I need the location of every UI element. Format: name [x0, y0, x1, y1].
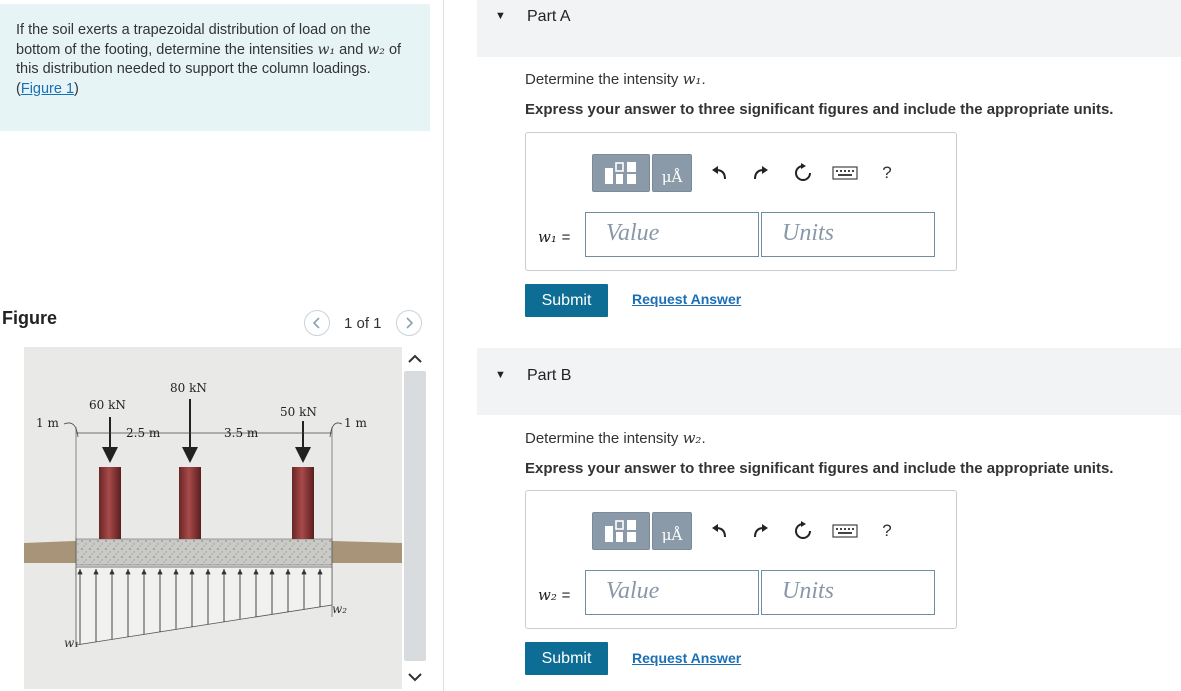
load-label-2: 80 kN [170, 381, 207, 395]
equals-sign: = [561, 587, 571, 604]
redo-button[interactable] [746, 154, 776, 192]
chevron-left-icon [312, 317, 322, 329]
part-b-var-label [538, 586, 570, 604]
keyboard-icon [832, 524, 858, 538]
part-a-title: Part A [527, 8, 571, 25]
column-1 [99, 467, 121, 539]
figure-link-close: ) [74, 80, 79, 97]
part-b-submit-button[interactable]: Submit [525, 642, 608, 675]
load-label-1: 60 kN [89, 398, 126, 412]
templates-icon [601, 160, 641, 186]
dim-label-2: 2.5 m [126, 426, 161, 440]
problem-text-end: of this distribution needed to support the column loadings. [16, 41, 402, 77]
part-a-prompt [525, 70, 706, 88]
part-a-var-label [538, 228, 570, 246]
dim-label-3: 3.5 m [224, 426, 259, 440]
part-b-prompt [525, 429, 706, 447]
scroll-thumb[interactable] [404, 371, 426, 661]
column-divider [443, 0, 444, 691]
part-a-request-answer-link[interactable]: Request Answer [632, 291, 742, 307]
units-button[interactable] [652, 512, 692, 550]
figure-link[interactable]: Figure 1 [20, 80, 75, 97]
templates-button[interactable] [592, 154, 650, 192]
redo-button[interactable] [746, 512, 776, 550]
footing-diagram [24, 347, 402, 689]
part-b-request-answer-link[interactable]: Request Answer [632, 650, 742, 666]
equals-sign: = [561, 229, 571, 246]
part-b-prompt-text: Determine the intensity [525, 430, 683, 447]
part-b-header[interactable] [477, 348, 1181, 415]
scroll-up-button[interactable] [402, 349, 428, 369]
keyboard-icon [832, 166, 858, 180]
prev-figure-button[interactable] [304, 310, 330, 336]
collapse-triangle-icon[interactable]: ▼ [495, 369, 506, 381]
part-a-instruction: Express your answer to three significant figures and include the appropriate units. [525, 101, 1114, 118]
part-a-toolbar [592, 153, 902, 193]
help-icon: ? [882, 521, 892, 540]
next-figure-button[interactable] [396, 310, 422, 336]
keyboard-button[interactable] [830, 154, 860, 192]
problem-var-w2: w₂ [367, 41, 385, 58]
part-b-prompt-end: . [701, 430, 706, 447]
keyboard-button[interactable] [830, 512, 860, 550]
pager-count: 1 of 1 [344, 314, 382, 332]
part-b-answer-box [525, 490, 957, 629]
figure-image [24, 347, 402, 689]
part-b-toolbar [592, 511, 902, 551]
reset-icon [793, 163, 813, 183]
part-a-submit-button[interactable]: Submit [525, 284, 608, 317]
figure-scrollbar[interactable] [402, 347, 428, 689]
help-button[interactable] [872, 154, 902, 192]
part-a-prompt-end: . [701, 71, 706, 88]
chevron-right-icon [404, 317, 414, 329]
reset-icon [793, 521, 813, 541]
column-2 [179, 467, 201, 539]
help-button[interactable] [872, 512, 902, 550]
dim-label-4: 1 m [344, 416, 367, 430]
part-b-instruction: Express your answer to three significant figures and include the appropriate units. [525, 460, 1114, 477]
part-a-value-input[interactable]: Value [585, 212, 759, 257]
part-b-var: w₂ [538, 586, 557, 604]
dim-label-1: 1 m [36, 416, 59, 430]
figure-pager [304, 309, 422, 337]
part-a-prompt-text: Determine the intensity [525, 71, 683, 88]
help-icon: ? [882, 163, 892, 182]
units-icon: μÅ [661, 526, 683, 544]
part-a-answer-box [525, 132, 957, 271]
load-label-3: 50 kN [280, 405, 317, 419]
redo-icon [752, 164, 770, 182]
undo-button[interactable] [704, 512, 734, 550]
scroll-down-button[interactable] [402, 667, 428, 687]
reset-button[interactable] [788, 512, 818, 550]
problem-text-and: and [335, 41, 368, 58]
figure-link-open: ( [16, 80, 21, 97]
part-b-prompt-var: w₂ [682, 429, 702, 447]
units-icon: μÅ [661, 168, 683, 186]
footing [76, 539, 332, 565]
templates-button[interactable] [592, 512, 650, 550]
problem-var-w1: w₁ [317, 41, 336, 58]
w1-label: w₁ [64, 636, 80, 650]
units-button[interactable] [652, 154, 692, 192]
problem-statement [0, 4, 430, 131]
chevron-down-icon [408, 672, 422, 682]
part-a-prompt-var: w₁ [682, 70, 702, 88]
part-a-header[interactable] [477, 0, 1181, 57]
part-b-units-input[interactable]: Units [761, 570, 935, 615]
problem-text: If the soil exerts a trapezoidal distribution of load on the bottom of the footing, determine the intensities [16, 22, 371, 58]
part-a-units-input[interactable]: Units [761, 212, 935, 257]
figure-heading: Figure [2, 308, 58, 328]
chevron-up-icon [408, 354, 422, 364]
collapse-triangle-icon[interactable]: ▼ [495, 10, 506, 22]
part-a-var: w₁ [538, 228, 557, 246]
undo-button[interactable] [704, 154, 734, 192]
part-b-value-input[interactable]: Value [585, 570, 759, 615]
redo-icon [752, 522, 770, 540]
undo-icon [710, 522, 728, 540]
part-b-title: Part B [527, 367, 572, 384]
undo-icon [710, 164, 728, 182]
w2-label: w₂ [332, 602, 348, 616]
templates-icon [601, 518, 641, 544]
column-3 [292, 467, 314, 539]
reset-button[interactable] [788, 154, 818, 192]
